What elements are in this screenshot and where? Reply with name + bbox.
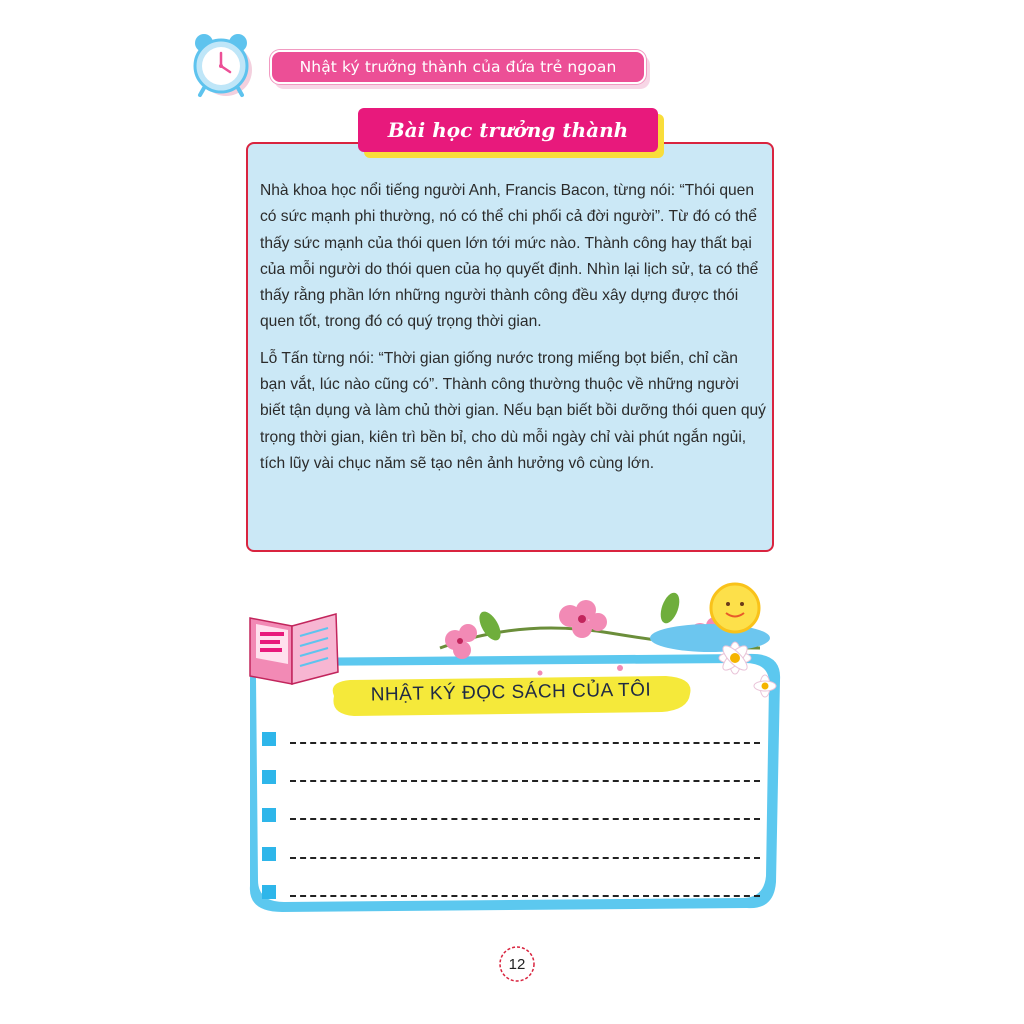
page-number: 12 bbox=[508, 955, 526, 973]
dashed-writing-line bbox=[290, 818, 760, 820]
lesson-paragraph-1: Nhà khoa học nổi tiếng người Anh, Francis Bacon, từng nói: “Thói quen có sức mạnh phi thường, nó có thể chi phối cả đời người”. Từ đó có thể thấy sức mạnh của thói quen lớn tới mức nào. Thành công hay thất bại của mỗi người do thói quen của họ quyết định. Nhìn lại lịch sử, ta có thể thấy rằng phần lớn những người thành công đều xây dựng được thói quen tốt, trong đó có quý trọng thời gian. bbox=[260, 182, 759, 331]
lesson-text bbox=[260, 178, 766, 487]
bullet-square-icon bbox=[262, 732, 276, 746]
series-title: Nhật ký trưởng thành của đứa trẻ ngoan bbox=[299, 58, 617, 76]
dashed-writing-line bbox=[290, 895, 760, 897]
diary-line-1[interactable] bbox=[262, 732, 760, 748]
lesson-title-banner bbox=[358, 108, 658, 152]
bullet-square-icon bbox=[262, 770, 276, 784]
dashed-writing-line bbox=[290, 742, 760, 744]
page-number-badge bbox=[497, 944, 537, 984]
diary-line-2[interactable] bbox=[262, 770, 760, 786]
dashed-writing-line bbox=[290, 857, 760, 859]
reading-diary-title-banner bbox=[326, 672, 696, 718]
lesson-paragraph-2: Lỗ Tấn từng nói: “Thời gian giống nước trong miếng bọt biển, chỉ cần bạn vắt, lúc nào cũng có”. Thành công thường thuộc về những người biết tận dụng và làm chủ thời gian. Nếu bạn biết bồi dưỡng thói quen quý trọng thời gian, kiên trì bền bỉ, cho dù mỗi ngày chỉ vài phút ngắn ngủi, tích lũy vài chục năm sẽ tạo nên ảnh hưởng vô cùng lớn. bbox=[260, 349, 766, 472]
diary-line-4[interactable] bbox=[262, 847, 760, 863]
diary-line-5[interactable] bbox=[262, 885, 760, 901]
lesson-title: Bài học trưởng thành bbox=[387, 118, 629, 142]
bullet-square-icon bbox=[262, 847, 276, 861]
diary-line-3[interactable] bbox=[262, 808, 760, 824]
reading-diary-title: NHẬT KÝ ĐỌC SÁCH CỦA TÔI bbox=[370, 679, 652, 706]
series-title-banner bbox=[270, 50, 646, 84]
bullet-square-icon bbox=[262, 885, 276, 899]
bullet-square-icon bbox=[262, 808, 276, 822]
alarm-clock-icon bbox=[186, 28, 258, 100]
dashed-writing-line bbox=[290, 780, 760, 782]
